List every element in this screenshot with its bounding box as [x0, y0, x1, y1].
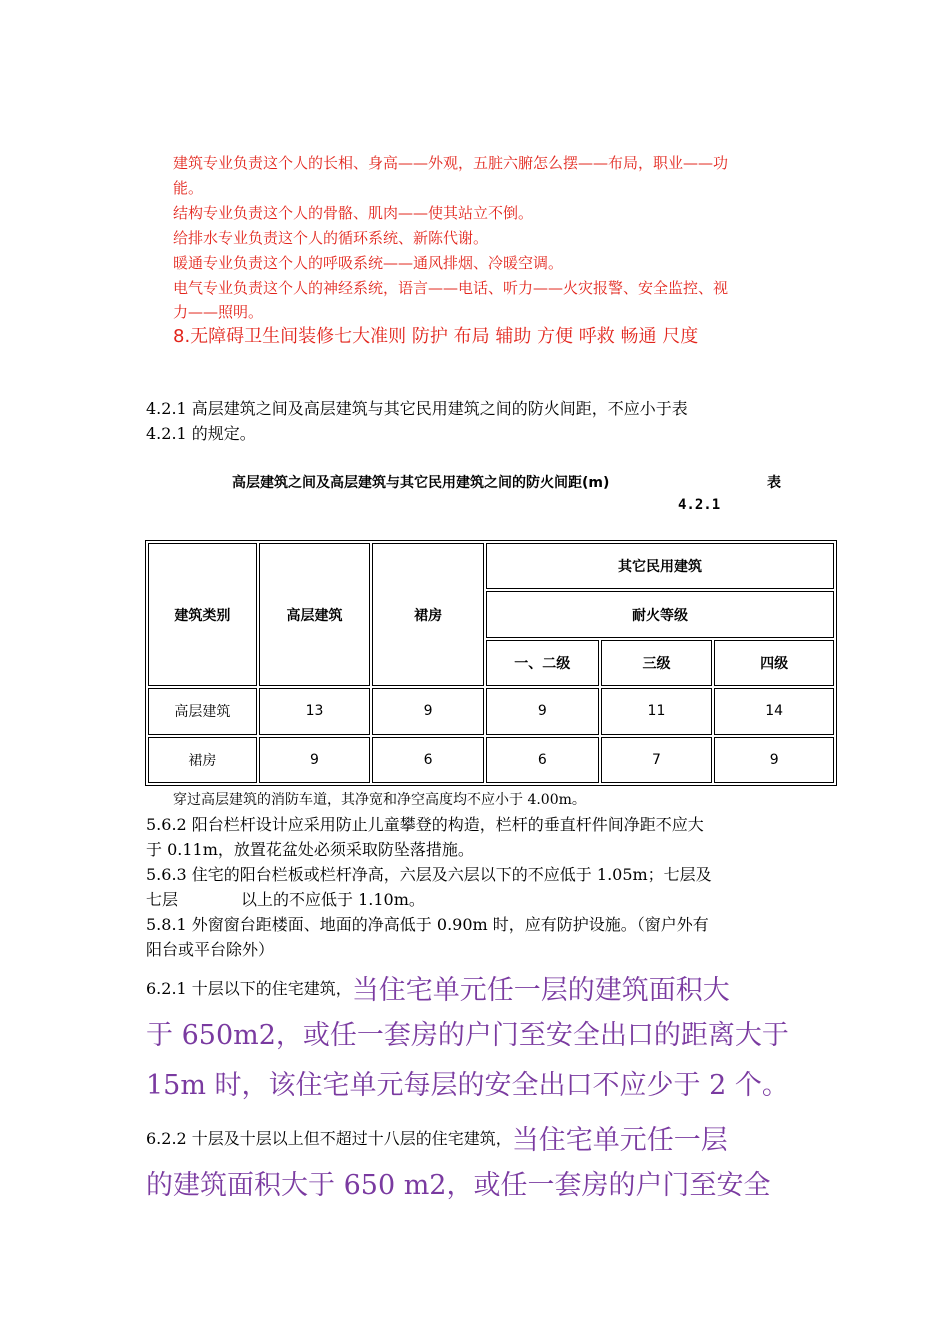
- clause-421-line-1: 4.2.1 高层建筑之间及高层建筑与其它民用建筑之间的防火间距，不应小于表: [146, 399, 688, 418]
- clause-421-line-2: 4.2.1 的规定。: [146, 424, 256, 443]
- row-label: 裙房: [148, 737, 257, 783]
- cell-highrise: 13: [259, 688, 371, 734]
- accessibility-heading: 8.无障碍卫生间装修七大准则 防护 布局 辅助 方便 呼救 畅通 尺度: [173, 326, 699, 347]
- header-highrise: 高层建筑: [259, 543, 371, 686]
- cell-grade-3: 7: [601, 737, 713, 783]
- intro-line-5: 暖通专业负责这个人的呼吸系统——通风排烟、冷暖空调。: [173, 254, 564, 272]
- intro-line-7: 力——照明。: [173, 303, 264, 321]
- intro-line-4: 给排水专业负责这个人的循环系统、新陈代谢。: [173, 229, 489, 247]
- cell-grade-1-2: 6: [486, 737, 599, 783]
- clause-621-line-2: 于 650m2，或任一套房的户门至安全出口的距离大于: [146, 1020, 789, 1051]
- cell-grade-3: 11: [601, 688, 713, 734]
- fire-road-note: 穿过高层建筑的消防车道，其净宽和净空高度均不应小于 4.00m。: [173, 792, 586, 808]
- clause-563-line-2a: 七层: [146, 890, 179, 909]
- clause-622-text-1: 当住宅单元任一层: [511, 1125, 728, 1156]
- table-caption-biao: 表: [767, 475, 781, 491]
- table-caption-number: 4.2.1: [678, 497, 721, 513]
- intro-line-2: 能。: [173, 179, 204, 197]
- clause-562-line-2: 于 0.11m，放置花盆处必须采取防坠落措施。: [146, 840, 474, 859]
- clause-621-prefix: 6.2.1 十层以下的住宅建筑，: [146, 979, 352, 998]
- clause-621-text-1: 当住宅单元任一层的建筑面积大: [351, 975, 730, 1006]
- clause-622-prefix: 6.2.2 十层及十层以上但不超过十八层的住宅建筑，: [146, 1129, 512, 1148]
- table-row: [148, 737, 834, 783]
- clause-622-line-2: 的建筑面积大于 650 m2，或任一套房的户门至安全: [146, 1170, 771, 1201]
- header-grade-4: 四级: [714, 640, 834, 686]
- clause-563-line-2b: 以上的不应低于 1.10m。: [241, 890, 425, 909]
- cell-grade-1-2: 9: [486, 688, 599, 734]
- intro-line-6: 电气专业负责这个人的神经系统，语言——电话、听力——火灾报警、安全监控、视: [173, 279, 729, 297]
- table-caption: 高层建筑之间及高层建筑与其它民用建筑之间的防火间距(m): [232, 475, 610, 491]
- header-podium: 裙房: [372, 543, 484, 686]
- intro-line-1: 建筑专业负责这个人的长相、身高——外观，五脏六腑怎么摆——布局，职业——功: [173, 154, 729, 172]
- cell-podium: 9: [372, 688, 484, 734]
- clause-621-line-3: 15m 时，该住宅单元每层的安全出口不应少于 2 个。: [146, 1070, 789, 1101]
- cell-grade-4: 9: [714, 737, 834, 783]
- intro-line-3: 结构专业负责这个人的骨骼、肌肉——使其站立不倒。: [173, 204, 534, 222]
- clause-581-line-1: 5.8.1 外窗窗台距楼面、地面的净高低于 0.90m 时，应有防护设施。（窗户外有: [146, 915, 709, 934]
- header-category: 建筑类别: [148, 543, 257, 686]
- fire-distance-table: [145, 540, 837, 786]
- clause-581-line-2: 阳台或平台除外）: [146, 940, 275, 959]
- header-fire-rating: 耐火等级: [486, 591, 834, 637]
- clause-622-line-1: [146, 1118, 728, 1158]
- header-other-civil: 其它民用建筑: [486, 543, 834, 589]
- header-grade-1-2: 一、二级: [486, 640, 599, 686]
- clause-621-line-1: [146, 968, 730, 1008]
- cell-highrise: 9: [259, 737, 371, 783]
- table-row: [148, 688, 834, 734]
- cell-podium: 6: [372, 737, 484, 783]
- clause-562-line-1: 5.6.2 阳台栏杆设计应采用防止儿童攀登的构造，栏杆的垂直杆件间净距不应大: [146, 815, 704, 834]
- row-label: 高层建筑: [148, 688, 257, 734]
- clause-563-line-1: 5.6.3 住宅的阳台栏板或栏杆净高，六层及六层以下的不应低于 1.05m；七层及: [146, 865, 712, 884]
- cell-grade-4: 14: [714, 688, 834, 734]
- header-grade-3: 三级: [601, 640, 713, 686]
